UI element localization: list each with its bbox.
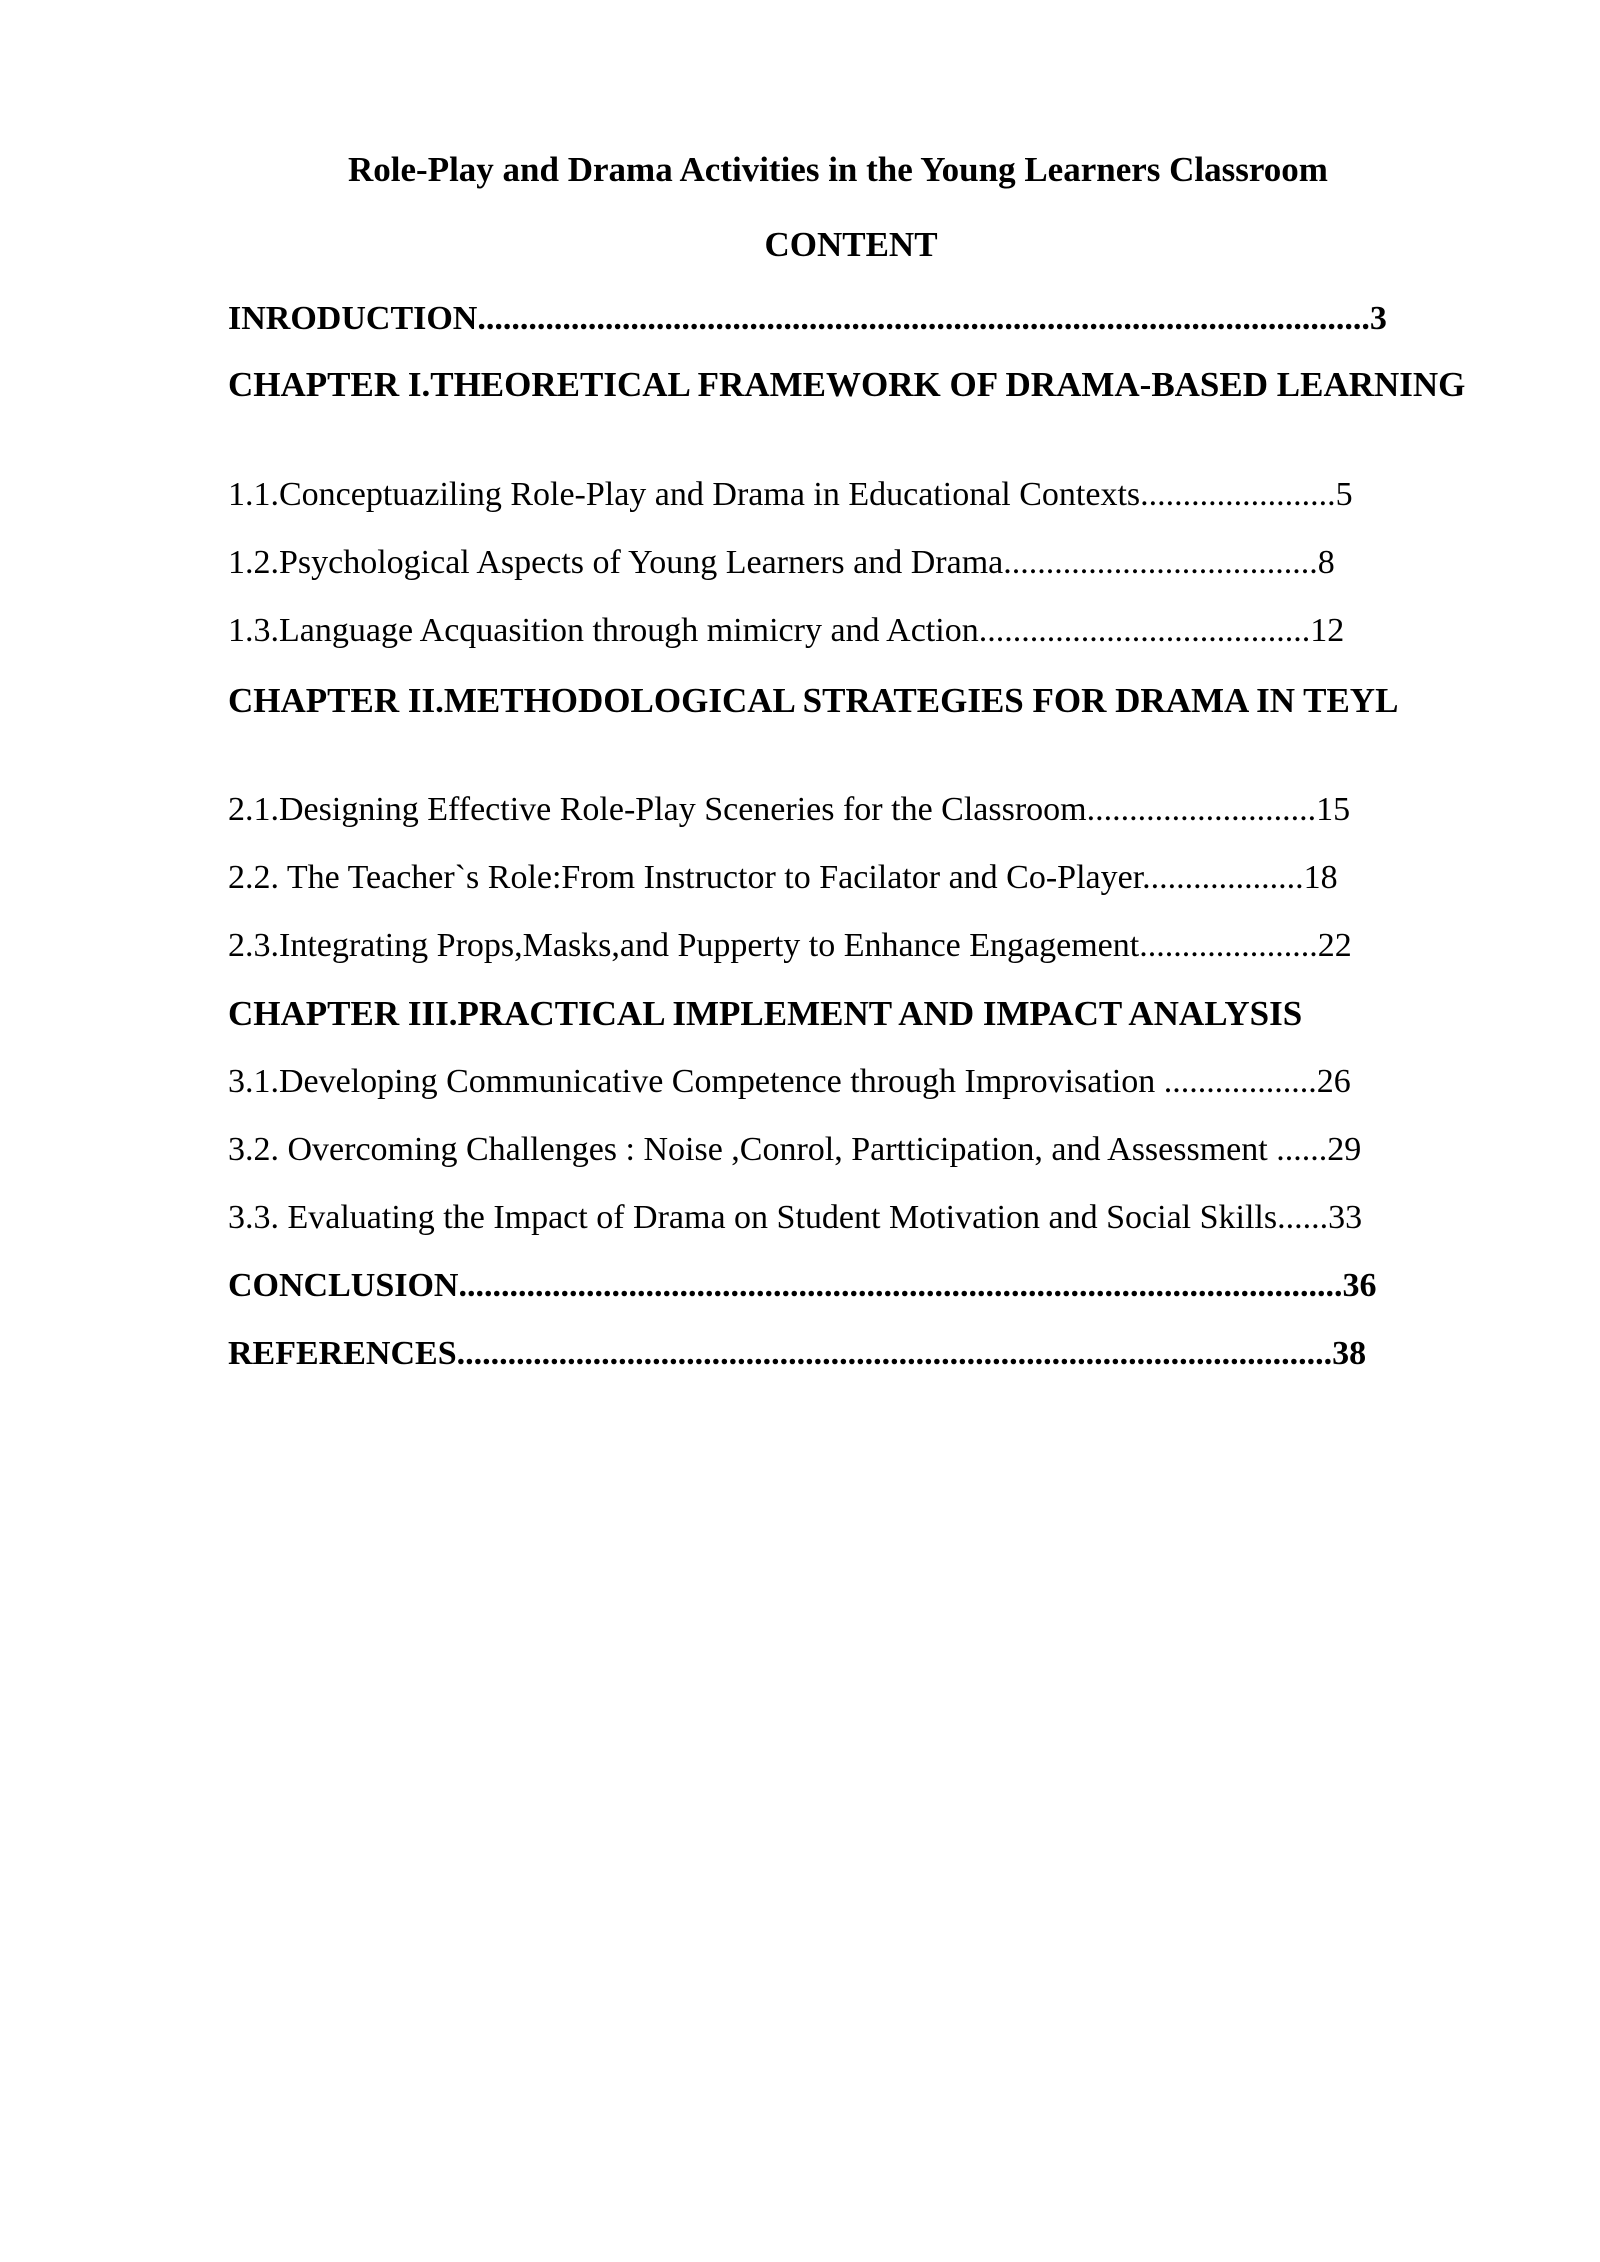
toc-chapter-1-title: CHAPTER I.THEORETICAL FRAMEWORK OF DRAMA-BASED LEARNING [228, 365, 1466, 404]
toc-entry-3-2: 3.2. Overcoming Challenges : Noise ,Conrol, Partticipation, and Assessment ......29 [228, 1131, 1362, 1168]
toc-entry-1-2: 1.2.Psychological Aspects of Young Learners and Drama.....................................8 [228, 544, 1335, 581]
toc-chapter-3-title: CHAPTER III.PRACTICAL IMPLEMENT AND IMPACT ANALYSIS [228, 994, 1303, 1033]
toc-entry-references: REFERENCES.......................................................................................................38 [228, 1335, 1367, 1372]
toc-entry-introduction: INRODUCTION.........................................................................................................3 [228, 300, 1387, 337]
toc-entry-2-2: 2.2. The Teacher`s Role:From Instructor to Facilator and Co-Player...................18 [228, 859, 1338, 896]
toc-entry-2-3: 2.3.Integrating Props,Masks,and Pupperty to Enhance Engagement.....................22 [228, 927, 1352, 964]
toc-chapter-2-title: CHAPTER II.METHODOLOGICAL STRATEGIES FOR DRAMA IN TEYL [228, 681, 1399, 720]
toc-entry-conclusion: CONCLUSION........................................................................................................36 [228, 1267, 1377, 1304]
toc-entry-3-3: 3.3. Evaluating the Impact of Drama on Student Motivation and Social Skills......33 [228, 1199, 1363, 1236]
toc-entry-1-1: 1.1.Conceptuaziling Role-Play and Drama in Educational Contexts.......................5 [228, 476, 1353, 513]
toc-entry-2-1: 2.1.Designing Effective Role-Play Sceneries for the Classroom...........................15 [228, 791, 1351, 828]
content-heading: CONTENT [764, 225, 938, 264]
toc-entry-1-3: 1.3.Language Acquasition through mimicry and Action.......................................12 [228, 612, 1345, 649]
document-title: Role-Play and Drama Activities in the Young Learners Classroom [348, 150, 1328, 189]
toc-entry-3-1: 3.1.Developing Communicative Competence through Improvisation ..................26 [228, 1063, 1351, 1100]
